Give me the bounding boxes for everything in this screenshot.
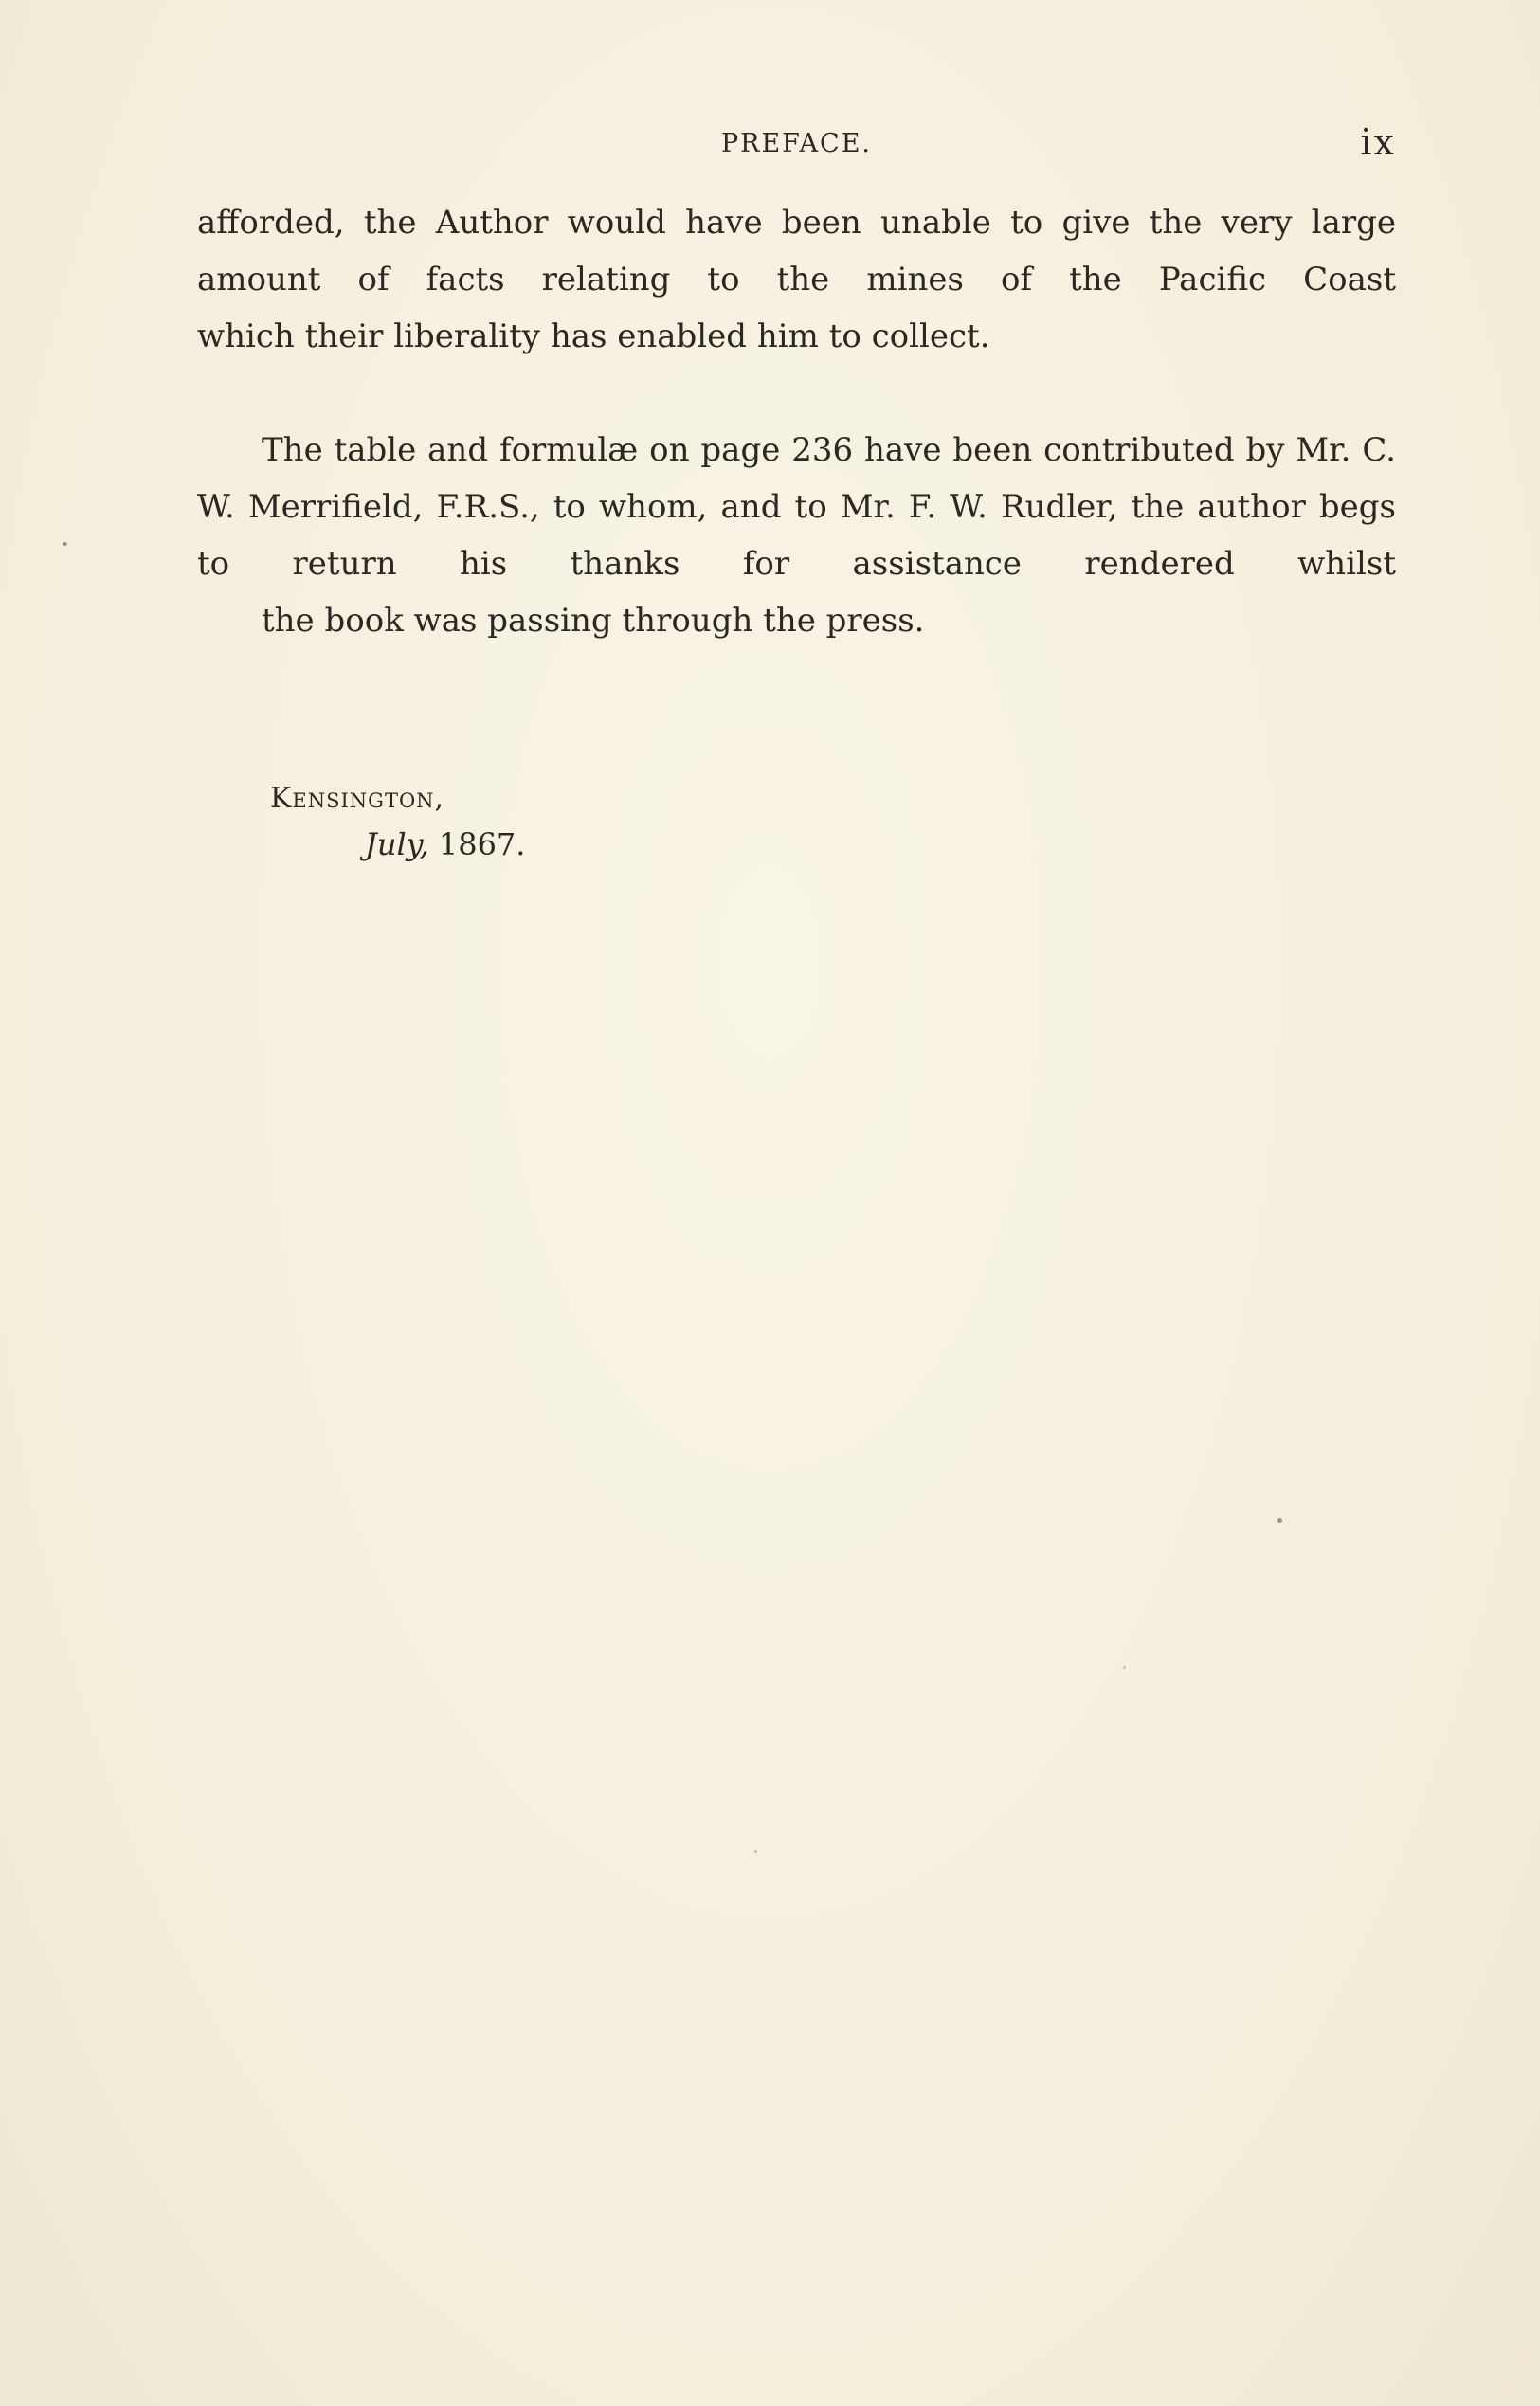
page-number: ix <box>1360 121 1396 163</box>
signature-date <box>365 821 525 868</box>
paragraph-2-line-2: Mr. C. W. Merrifield, F.R.S., to whom, and to Mr. F. W. Rudler, <box>197 431 1396 526</box>
paragraph-2-line-4: the book was passing through the press. <box>262 602 925 640</box>
paragraph-2-line-1: The table and formulæ on page 236 have been contributed by <box>262 431 1285 469</box>
paragraph-1-line-2: large amount of facts relating to the mines of the Pacific Coast <box>197 204 1397 298</box>
paper-speck <box>1123 1666 1126 1669</box>
paper-speck <box>754 1850 757 1853</box>
paragraph-1-line-1: afforded, the Author would have been unable to give the very <box>197 204 1293 242</box>
paragraph-2 <box>197 422 1396 649</box>
body-text <box>197 194 1396 649</box>
paper-speck <box>1277 1518 1282 1523</box>
signature-place: Kensington, <box>270 782 445 815</box>
signature-block <box>270 777 525 868</box>
paragraph-2-line-3: the author begs to return his thanks for assistance rendered whilst <box>197 488 1396 583</box>
running-title: PREFACE. <box>720 129 873 158</box>
paragraph-1 <box>197 194 1396 365</box>
page-header <box>197 121 1396 169</box>
paper-speck <box>63 542 67 546</box>
signature-month: July, <box>365 826 429 862</box>
signature-year: 1867. <box>438 826 526 862</box>
paragraph-1-line-3: which their liberality has enabled him to collect. <box>197 317 990 355</box>
